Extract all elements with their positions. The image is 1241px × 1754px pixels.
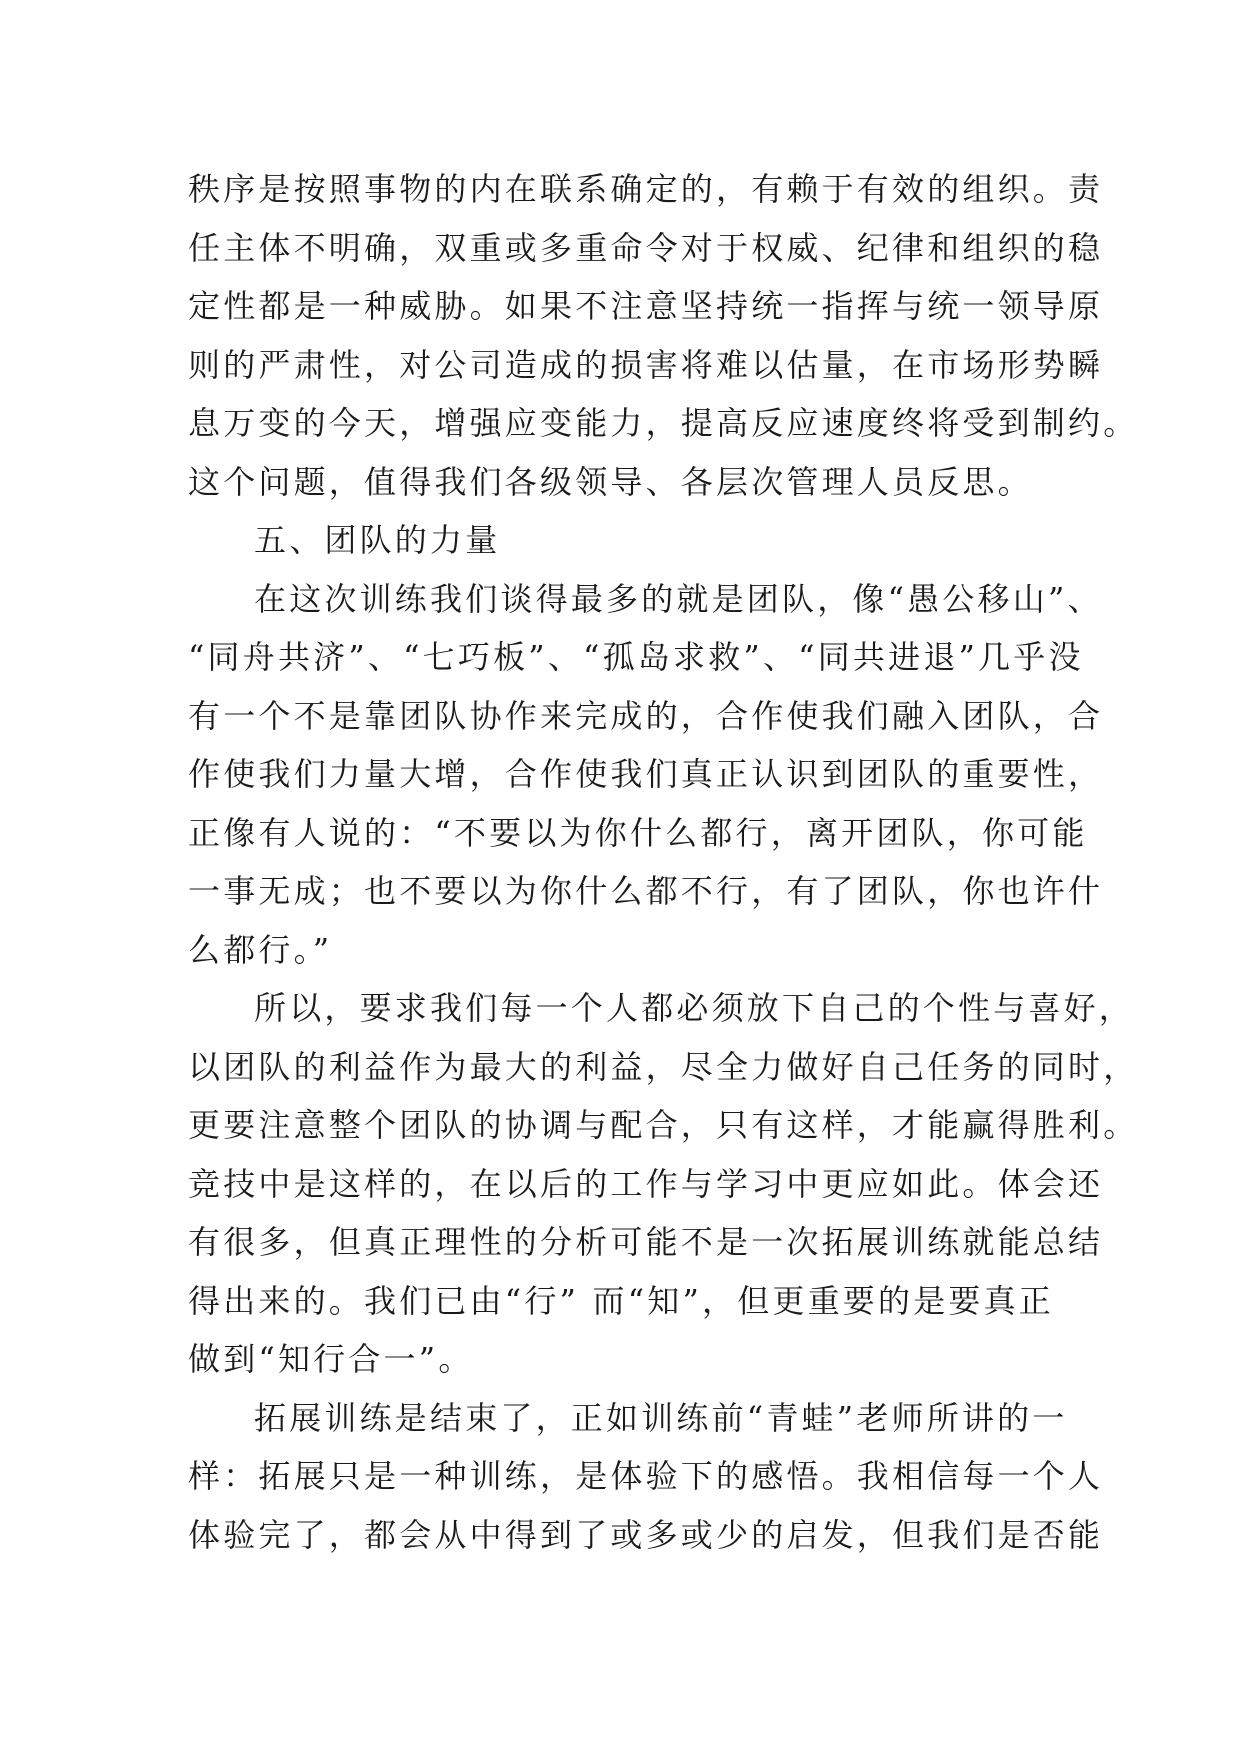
text-line: 定性都是一种威胁。如果不注意坚持统一指挥与统一领导原 [188,287,1104,325]
document-body [188,160,1139,1564]
text-line: 有一个不是靠团队协作来完成的，合作使我们融入团队，合 [188,696,1104,735]
text-line: 做到“知行合一”。 [188,1340,474,1378]
text-line: 体验完了，都会从中得到了或多或少的启发，但我们是否能 [188,1515,1104,1554]
text-line: 秩序是按照事物的内在联系确定的，有赖于有效的组织。责 [188,170,1104,208]
text-line: 竞技中是这样的，在以后的工作与学习中更应如此。体会还 [188,1164,1104,1203]
text-line: 息万变的今天，增强应变能力，提高反应速度终将受到制约。 [188,404,1139,442]
text-line: 么都行。” [188,930,333,969]
text-line: 更要注意整个团队的协调与配合，只有这样，才能赢得胜利。 [188,1106,1139,1144]
text-line: 任主体不明确，双重或多重命令对于权威、纪律和组织的稳 [188,228,1104,267]
text-line: “同舟共济”、“七巧板”、“孤岛求救”、“同共进退”几乎没 [188,638,1084,676]
text-line: 这个问题，值得我们各级领导、各层次管理人员反思。 [188,462,1033,501]
section-heading: 五、团队的力量 [254,521,501,559]
text-line: 样：拓展只是一种训练，是体验下的感悟。我相信每一个人 [188,1457,1104,1495]
text-line: 得出来的。我们已由“行” 而“知”，但更重要的是要真正 [188,1281,1055,1320]
paragraph-start-line: 在这次训练我们谈得最多的就是团队，像“愚公移山”、 [254,579,1103,618]
paragraph-start-line: 所以，要求我们每一个人都必须放下自己的个性与喜好， [254,989,1135,1027]
paragraph-start-line: 拓展训练是结束了，正如训练前“青蛙”老师所讲的一 [254,1398,1068,1437]
text-line: 有很多，但真正理性的分析可能不是一次拓展训练就能总结 [188,1223,1104,1261]
text-line: 则的严肃性，对公司造成的损害将难以估量，在市场形势瞬 [188,345,1104,384]
text-line: 一事无成；也不要以为你什么都不行，有了团队，你也许什 [188,872,1104,910]
text-line: 以团队的利益作为最大的利益，尽全力做好自己任务的同时， [188,1047,1139,1086]
text-line: 正像有人说的：“不要以为你什么都行，离开团队，你可能 [188,813,1088,852]
text-line: 作使我们力量大增，合作使我们真正认识到团队的重要性， [188,755,1104,793]
